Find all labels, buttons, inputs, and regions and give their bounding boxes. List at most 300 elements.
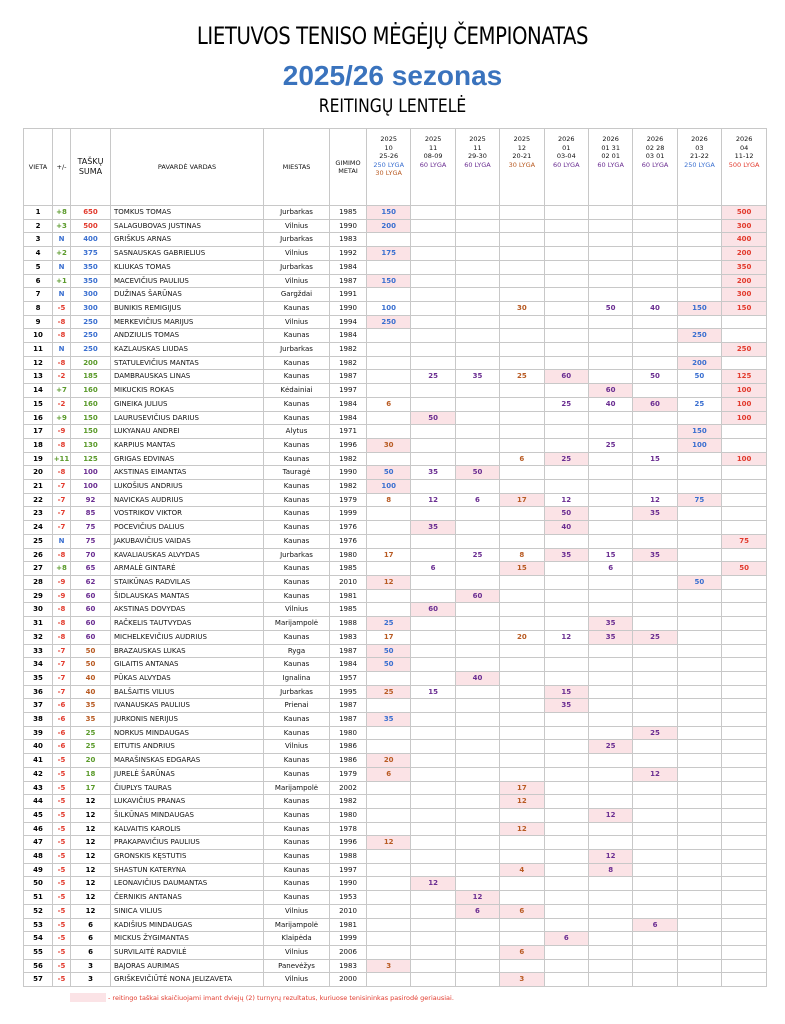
cell-tournament-points bbox=[455, 521, 499, 535]
cell-tournament-points bbox=[544, 863, 588, 877]
cell-tournament-points bbox=[367, 781, 411, 795]
tournament-league: 60 LYGA bbox=[552, 160, 580, 169]
cell-city: Kėdainiai bbox=[264, 384, 330, 398]
cell-tournament-points bbox=[411, 617, 455, 631]
cell-tournament-points bbox=[455, 850, 499, 864]
cell-tournament-points bbox=[722, 575, 767, 589]
cell-tournament-points bbox=[677, 534, 721, 548]
cell-tournament-points bbox=[455, 658, 499, 672]
cell-tournament-points: 4 bbox=[500, 863, 544, 877]
cell-tournament-points bbox=[411, 206, 455, 220]
cell-tournament-points bbox=[722, 315, 767, 329]
cell-tournament-points bbox=[633, 945, 677, 959]
cell-tournament-points: 50 bbox=[633, 370, 677, 384]
col-header-year-line1: GIMIMO bbox=[335, 158, 361, 167]
cell-place: 28 bbox=[24, 575, 53, 589]
cell-tournament-points: 150 bbox=[367, 206, 411, 220]
cell-tournament-points bbox=[544, 767, 588, 781]
cell-tournament-points bbox=[411, 959, 455, 973]
cell-place: 26 bbox=[24, 548, 53, 562]
cell-tournament-points bbox=[367, 384, 411, 398]
cell-city: Jurbarkas bbox=[264, 260, 330, 274]
cell-points-sum: 125 bbox=[71, 452, 111, 466]
cell-tournament-points bbox=[588, 575, 632, 589]
cell-tournament-points bbox=[544, 562, 588, 576]
cell-tournament-points bbox=[455, 438, 499, 452]
cell-tournament-points bbox=[500, 685, 544, 699]
cell-change: -9 bbox=[53, 589, 71, 603]
cell-place: 33 bbox=[24, 644, 53, 658]
cell-player-name: MARAŠINSKAS EDGARAS bbox=[111, 754, 264, 768]
cell-place: 9 bbox=[24, 315, 53, 329]
table-row bbox=[24, 343, 767, 357]
cell-change: -7 bbox=[53, 507, 71, 521]
cell-place: 32 bbox=[24, 630, 53, 644]
cell-place: 5 bbox=[24, 260, 53, 274]
cell-player-name: IVANAUSKAS PAULIUS bbox=[111, 699, 264, 713]
cell-tournament-points bbox=[677, 233, 721, 247]
cell-place: 57 bbox=[24, 973, 53, 987]
cell-player-name: BAJORAS AURIMAS bbox=[111, 959, 264, 973]
cell-tournament-points bbox=[677, 247, 721, 261]
cell-change: -8 bbox=[53, 630, 71, 644]
tournament-month: 11 bbox=[428, 143, 438, 152]
page-subtitle: REITINGŲ LENTELĖ bbox=[318, 95, 467, 117]
cell-tournament-points: 30 bbox=[367, 438, 411, 452]
season-title: 2025/26 sezonas bbox=[282, 60, 503, 91]
cell-tournament-points: 17 bbox=[367, 548, 411, 562]
cell-tournament-points bbox=[633, 315, 677, 329]
cell-change: -7 bbox=[53, 644, 71, 658]
cell-tournament-points bbox=[588, 425, 632, 439]
cell-tournament-points bbox=[455, 260, 499, 274]
cell-city: Vilnius bbox=[264, 740, 330, 754]
table-row bbox=[24, 658, 767, 672]
cell-tournament-points bbox=[455, 288, 499, 302]
tournament-days: 20-21 bbox=[512, 152, 532, 160]
cell-tournament-points bbox=[544, 274, 588, 288]
cell-tournament-points: 50 bbox=[588, 301, 632, 315]
cell-tournament-points: 25 bbox=[633, 726, 677, 740]
cell-tournament-points bbox=[544, 575, 588, 589]
cell-tournament-points bbox=[633, 521, 677, 535]
cell-tournament-points bbox=[633, 713, 677, 727]
cell-tournament-points bbox=[633, 589, 677, 603]
cell-tournament-points: 100 bbox=[722, 397, 767, 411]
cell-tournament-points bbox=[588, 219, 632, 233]
col-header-tournament bbox=[588, 129, 632, 206]
cell-tournament-points bbox=[722, 548, 767, 562]
cell-tournament-points bbox=[544, 438, 588, 452]
cell-tournament-points bbox=[588, 343, 632, 357]
cell-player-name: VOSTRIKOV VIKTOR bbox=[111, 507, 264, 521]
cell-place: 4 bbox=[24, 247, 53, 261]
cell-tournament-points bbox=[411, 274, 455, 288]
cell-city: Alytus bbox=[264, 425, 330, 439]
cell-tournament-points bbox=[677, 260, 721, 274]
tournament-days: 11-12 bbox=[734, 152, 754, 160]
cell-birth-year: 1995 bbox=[330, 685, 367, 699]
cell-tournament-points bbox=[411, 658, 455, 672]
cell-birth-year: 1983 bbox=[330, 959, 367, 973]
cell-points-sum: 12 bbox=[71, 863, 111, 877]
cell-tournament-points bbox=[633, 425, 677, 439]
cell-player-name: RAČKELIS TAUTVYDAS bbox=[111, 617, 264, 631]
cell-birth-year: 1985 bbox=[330, 562, 367, 576]
cell-city: Ryga bbox=[264, 644, 330, 658]
cell-place: 34 bbox=[24, 658, 53, 672]
cell-birth-year: 1983 bbox=[330, 233, 367, 247]
cell-tournament-points bbox=[544, 795, 588, 809]
cell-tournament-points bbox=[677, 452, 721, 466]
cell-tournament-points bbox=[588, 932, 632, 946]
table-row bbox=[24, 959, 767, 973]
cell-tournament-points: 300 bbox=[722, 219, 767, 233]
cell-tournament-points bbox=[411, 480, 455, 494]
cell-birth-year: 1978 bbox=[330, 822, 367, 836]
cell-tournament-points bbox=[500, 507, 544, 521]
cell-tournament-points bbox=[588, 521, 632, 535]
cell-player-name: STATULEVIČIUS MANTAS bbox=[111, 356, 264, 370]
cell-change: -6 bbox=[53, 726, 71, 740]
col-header-sum bbox=[71, 129, 111, 206]
tournament-days: 03 01 bbox=[645, 152, 665, 160]
cell-tournament-points bbox=[677, 973, 721, 987]
table-row bbox=[24, 480, 767, 494]
table-row bbox=[24, 836, 767, 850]
tournament-league: 30 LYGA bbox=[375, 169, 402, 177]
cell-tournament-points: 50 bbox=[367, 644, 411, 658]
cell-change: -5 bbox=[53, 301, 71, 315]
cell-points-sum: 250 bbox=[71, 315, 111, 329]
cell-tournament-points bbox=[677, 671, 721, 685]
cell-tournament-points bbox=[588, 767, 632, 781]
cell-city: Kaunas bbox=[264, 452, 330, 466]
cell-tournament-points bbox=[722, 877, 767, 891]
table-row bbox=[24, 822, 767, 836]
table-row bbox=[24, 384, 767, 398]
cell-tournament-points bbox=[455, 918, 499, 932]
cell-change: -8 bbox=[53, 617, 71, 631]
cell-player-name: AKSTINAS EIMANTAS bbox=[111, 466, 264, 480]
cell-tournament-points bbox=[544, 808, 588, 822]
cell-city: Marijampolė bbox=[264, 617, 330, 631]
cell-tournament-points: 15 bbox=[544, 685, 588, 699]
cell-tournament-points bbox=[544, 904, 588, 918]
cell-city: Kaunas bbox=[264, 658, 330, 672]
col-header-tournament bbox=[722, 129, 767, 206]
cell-tournament-points bbox=[411, 863, 455, 877]
cell-tournament-points bbox=[500, 206, 544, 220]
cell-tournament-points bbox=[367, 932, 411, 946]
tournament-days: 08-09 bbox=[423, 152, 443, 160]
cell-tournament-points bbox=[455, 808, 499, 822]
cell-tournament-points bbox=[722, 329, 767, 343]
cell-tournament-points: 250 bbox=[722, 343, 767, 357]
cell-points-sum: 35 bbox=[71, 699, 111, 713]
cell-tournament-points bbox=[544, 822, 588, 836]
cell-tournament-points: 12 bbox=[500, 795, 544, 809]
cell-place: 12 bbox=[24, 356, 53, 370]
cell-tournament-points: 50 bbox=[367, 658, 411, 672]
table-row bbox=[24, 754, 767, 768]
cell-tournament-points bbox=[588, 329, 632, 343]
cell-tournament-points: 12 bbox=[455, 891, 499, 905]
cell-change: -7 bbox=[53, 493, 71, 507]
cell-birth-year: 2010 bbox=[330, 575, 367, 589]
cell-tournament-points bbox=[411, 315, 455, 329]
cell-tournament-points bbox=[722, 438, 767, 452]
cell-tournament-points: 15 bbox=[588, 548, 632, 562]
cell-birth-year: 1984 bbox=[330, 260, 367, 274]
cell-place: 48 bbox=[24, 850, 53, 864]
cell-place: 18 bbox=[24, 438, 53, 452]
cell-city: Vilnius bbox=[264, 973, 330, 987]
cell-tournament-points: 15 bbox=[500, 562, 544, 576]
cell-city: Gargždai bbox=[264, 288, 330, 302]
cell-change: -5 bbox=[53, 904, 71, 918]
tournament-league: 60 LYGA bbox=[464, 160, 491, 169]
cell-birth-year: 1982 bbox=[330, 795, 367, 809]
col-header-year-line2: METAI bbox=[338, 167, 358, 175]
table-row bbox=[24, 521, 767, 535]
cell-tournament-points bbox=[544, 644, 588, 658]
cell-tournament-points bbox=[588, 795, 632, 809]
cell-tournament-points bbox=[588, 206, 632, 220]
cell-place: 24 bbox=[24, 521, 53, 535]
cell-tournament-points: 150 bbox=[367, 274, 411, 288]
cell-tournament-points: 200 bbox=[367, 219, 411, 233]
cell-points-sum: 17 bbox=[71, 781, 111, 795]
cell-tournament-points bbox=[411, 973, 455, 987]
cell-player-name: LEONAVIČIUS DAUMANTAS bbox=[111, 877, 264, 891]
cell-tournament-points bbox=[455, 301, 499, 315]
cell-tournament-points bbox=[455, 685, 499, 699]
cell-tournament-points bbox=[722, 863, 767, 877]
cell-tournament-points bbox=[722, 945, 767, 959]
cell-city: Kaunas bbox=[264, 397, 330, 411]
cell-tournament-points bbox=[677, 850, 721, 864]
cell-player-name: MACEVIČIUS PAULIUS bbox=[111, 274, 264, 288]
cell-tournament-points bbox=[722, 603, 767, 617]
cell-place: 11 bbox=[24, 343, 53, 357]
cell-place: 44 bbox=[24, 795, 53, 809]
cell-tournament-points bbox=[411, 726, 455, 740]
cell-points-sum: 150 bbox=[71, 411, 111, 425]
cell-tournament-points bbox=[411, 260, 455, 274]
cell-tournament-points: 6 bbox=[500, 904, 544, 918]
cell-place: 36 bbox=[24, 685, 53, 699]
cell-change: -5 bbox=[53, 945, 71, 959]
cell-tournament-points bbox=[455, 617, 499, 631]
cell-points-sum: 60 bbox=[71, 589, 111, 603]
cell-points-sum: 150 bbox=[71, 425, 111, 439]
cell-tournament-points bbox=[544, 411, 588, 425]
cell-player-name: SALAGUBOVAS JUSTINAS bbox=[111, 219, 264, 233]
cell-tournament-points bbox=[677, 644, 721, 658]
cell-tournament-points bbox=[367, 534, 411, 548]
cell-city: Tauragė bbox=[264, 466, 330, 480]
cell-tournament-points bbox=[411, 301, 455, 315]
cell-tournament-points: 50 bbox=[544, 507, 588, 521]
cell-tournament-points bbox=[588, 644, 632, 658]
cell-tournament-points bbox=[677, 713, 721, 727]
cell-tournament-points: 35 bbox=[367, 713, 411, 727]
cell-tournament-points bbox=[633, 808, 677, 822]
cell-birth-year: 1999 bbox=[330, 932, 367, 946]
cell-birth-year: 1990 bbox=[330, 219, 367, 233]
cell-points-sum: 12 bbox=[71, 850, 111, 864]
cell-tournament-points bbox=[544, 480, 588, 494]
cell-change: -6 bbox=[53, 713, 71, 727]
cell-city: Kaunas bbox=[264, 562, 330, 576]
cell-city: Vilnius bbox=[264, 315, 330, 329]
col-header-change: +/- bbox=[53, 129, 71, 206]
cell-tournament-points bbox=[677, 630, 721, 644]
cell-change: -8 bbox=[53, 438, 71, 452]
cell-points-sum: 12 bbox=[71, 836, 111, 850]
cell-tournament-points: 17 bbox=[367, 630, 411, 644]
cell-tournament-points bbox=[500, 480, 544, 494]
cell-change: -5 bbox=[53, 795, 71, 809]
cell-tournament-points bbox=[633, 260, 677, 274]
cell-birth-year: 1990 bbox=[330, 877, 367, 891]
cell-tournament-points bbox=[633, 671, 677, 685]
cell-tournament-points bbox=[544, 356, 588, 370]
cell-tournament-points bbox=[633, 959, 677, 973]
cell-player-name: ČERNIKIS ANTANAS bbox=[111, 891, 264, 905]
cell-birth-year: 1982 bbox=[330, 452, 367, 466]
cell-tournament-points bbox=[677, 726, 721, 740]
cell-city: Kaunas bbox=[264, 767, 330, 781]
cell-tournament-points bbox=[722, 808, 767, 822]
cell-tournament-points bbox=[722, 671, 767, 685]
cell-city: Kaunas bbox=[264, 329, 330, 343]
cell-tournament-points bbox=[588, 671, 632, 685]
cell-points-sum: 60 bbox=[71, 603, 111, 617]
cell-tournament-points bbox=[367, 329, 411, 343]
cell-tournament-points bbox=[633, 466, 677, 480]
cell-tournament-points bbox=[500, 521, 544, 535]
cell-change: N bbox=[53, 233, 71, 247]
cell-tournament-points: 25 bbox=[633, 630, 677, 644]
cell-city: Kaunas bbox=[264, 370, 330, 384]
table-row bbox=[24, 877, 767, 891]
cell-tournament-points bbox=[411, 356, 455, 370]
table-row bbox=[24, 630, 767, 644]
cell-tournament-points bbox=[677, 918, 721, 932]
cell-tournament-points bbox=[677, 959, 721, 973]
cell-tournament-points bbox=[500, 247, 544, 261]
cell-tournament-points bbox=[588, 877, 632, 891]
cell-tournament-points: 8 bbox=[588, 863, 632, 877]
col-header-tournament bbox=[544, 129, 588, 206]
cell-player-name: JURKONIS NERIJUS bbox=[111, 713, 264, 727]
cell-tournament-points bbox=[633, 329, 677, 343]
cell-tournament-points bbox=[722, 754, 767, 768]
col-header-city: MIESTAS bbox=[264, 129, 330, 206]
cell-tournament-points bbox=[500, 315, 544, 329]
cell-tournament-points: 40 bbox=[544, 521, 588, 535]
cell-points-sum: 250 bbox=[71, 329, 111, 343]
cell-change: -5 bbox=[53, 767, 71, 781]
cell-points-sum: 12 bbox=[71, 795, 111, 809]
cell-city: Jurbarkas bbox=[264, 233, 330, 247]
cell-tournament-points bbox=[455, 507, 499, 521]
cell-tournament-points bbox=[588, 891, 632, 905]
cell-tournament-points bbox=[367, 452, 411, 466]
cell-tournament-points bbox=[500, 850, 544, 864]
cell-change: -8 bbox=[53, 315, 71, 329]
table-row bbox=[24, 767, 767, 781]
ranking-table bbox=[23, 128, 767, 987]
cell-tournament-points bbox=[367, 726, 411, 740]
cell-tournament-points: 6 bbox=[367, 397, 411, 411]
cell-tournament-points bbox=[367, 863, 411, 877]
cell-tournament-points bbox=[500, 713, 544, 727]
cell-tournament-points bbox=[677, 699, 721, 713]
cell-tournament-points bbox=[677, 617, 721, 631]
table-row bbox=[24, 918, 767, 932]
cell-tournament-points: 150 bbox=[722, 301, 767, 315]
cell-tournament-points bbox=[455, 726, 499, 740]
cell-tournament-points bbox=[544, 671, 588, 685]
tournament-days: 02 01 bbox=[601, 152, 620, 160]
cell-city: Kaunas bbox=[264, 808, 330, 822]
col-header-name: PAVARDĖ VARDAS bbox=[111, 129, 264, 206]
cell-city: Jurbarkas bbox=[264, 343, 330, 357]
cell-tournament-points bbox=[544, 891, 588, 905]
cell-birth-year: 1985 bbox=[330, 206, 367, 220]
cell-points-sum: 75 bbox=[71, 521, 111, 535]
table-row bbox=[24, 781, 767, 795]
cell-tournament-points bbox=[677, 521, 721, 535]
cell-tournament-points: 150 bbox=[677, 301, 721, 315]
cell-tournament-points bbox=[500, 836, 544, 850]
cell-tournament-points bbox=[633, 247, 677, 261]
cell-points-sum: 62 bbox=[71, 575, 111, 589]
cell-tournament-points bbox=[633, 206, 677, 220]
cell-player-name: MICHELKEVIČIUS AUDRIUS bbox=[111, 630, 264, 644]
cell-points-sum: 60 bbox=[71, 617, 111, 631]
cell-place: 40 bbox=[24, 740, 53, 754]
cell-player-name: LUKYANAU ANDREI bbox=[111, 425, 264, 439]
cell-tournament-points bbox=[455, 247, 499, 261]
cell-tournament-points bbox=[411, 891, 455, 905]
cell-tournament-points bbox=[633, 644, 677, 658]
cell-tournament-points bbox=[411, 589, 455, 603]
tournament-month: 02 28 bbox=[645, 143, 665, 152]
cell-change: -5 bbox=[53, 781, 71, 795]
cell-tournament-points bbox=[722, 891, 767, 905]
cell-tournament-points bbox=[588, 452, 632, 466]
cell-tournament-points bbox=[588, 507, 632, 521]
cell-tournament-points bbox=[722, 466, 767, 480]
cell-player-name: LUKAVIČIUS PRANAS bbox=[111, 795, 264, 809]
cell-place: 7 bbox=[24, 288, 53, 302]
cell-points-sum: 200 bbox=[71, 356, 111, 370]
cell-birth-year: 1985 bbox=[330, 603, 367, 617]
cell-place: 23 bbox=[24, 507, 53, 521]
cell-tournament-points bbox=[411, 507, 455, 521]
cell-tournament-points: 35 bbox=[455, 370, 499, 384]
cell-tournament-points bbox=[411, 918, 455, 932]
cell-tournament-points: 60 bbox=[411, 603, 455, 617]
table-row bbox=[24, 301, 767, 315]
cell-tournament-points bbox=[722, 850, 767, 864]
cell-player-name: EITUTIS ANDRIUS bbox=[111, 740, 264, 754]
col-header-tournament bbox=[677, 129, 721, 206]
